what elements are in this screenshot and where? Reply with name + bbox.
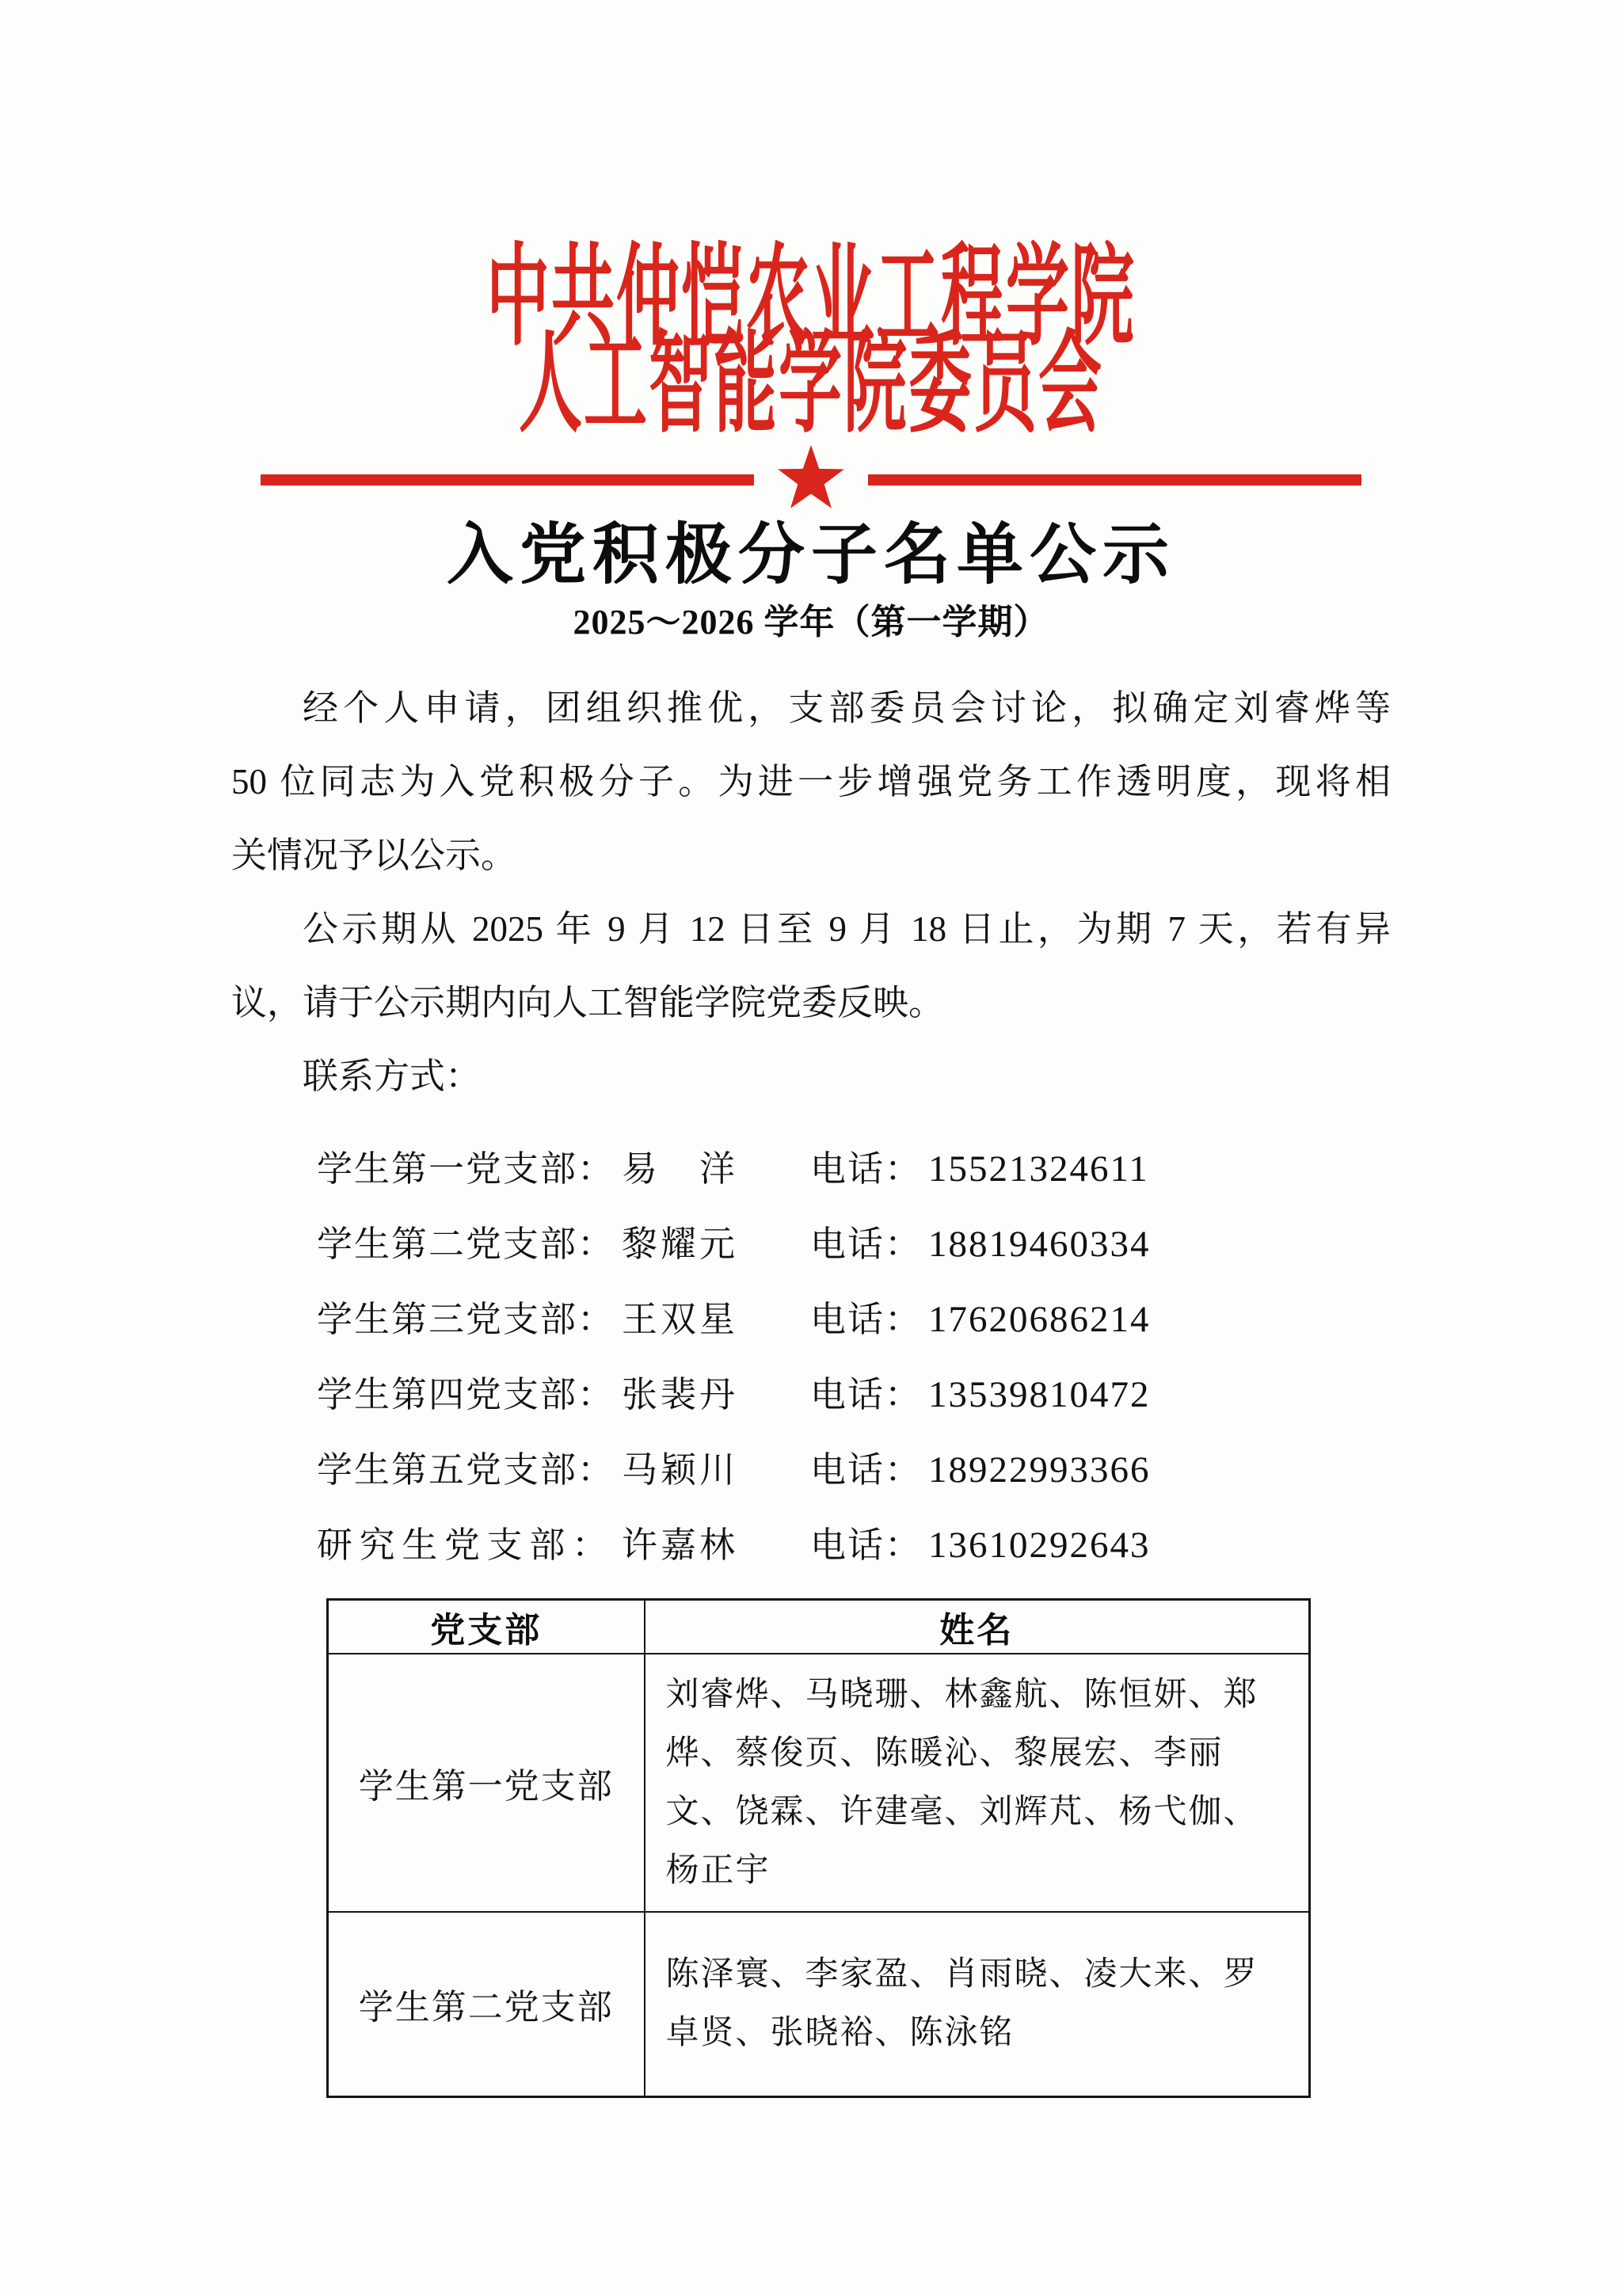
contact-person-name: 马颖川 [622, 1450, 739, 1490]
document-content [231, 238, 1391, 2098]
document-body [231, 672, 1391, 2098]
table-row [328, 1912, 1310, 2096]
table-row [328, 1654, 1310, 1912]
contact-branch-label: 研究生党支部： [317, 1525, 607, 1565]
phone-label: 电话： [810, 1525, 923, 1565]
divider-bar-left [261, 474, 754, 485]
name-list-table [326, 1598, 1311, 2098]
contact-branch-label: 学生第一党支部： [317, 1149, 615, 1189]
contact-row [231, 1224, 1391, 1264]
paragraph-line: 议，请于公示期内向人工智能学院党委反映。 [231, 983, 945, 1022]
org-name-line2: 人工智能学院委员会 [519, 325, 1103, 447]
phone-number: 18819460334 [928, 1224, 1151, 1265]
paragraph-intro [231, 672, 1391, 893]
paragraph-line: 50 位同志为入党积极分子。为进一步增强党务工作透明度，现将相 [231, 762, 1391, 802]
contact-row [231, 1375, 1391, 1415]
table-header-branch: 党支部 [328, 1600, 645, 1654]
phone-number: 15521324611 [928, 1148, 1149, 1190]
contact-row [231, 1525, 1391, 1565]
phone-number: 13539810472 [928, 1374, 1151, 1415]
contact-heading: 联系方式： [303, 1057, 482, 1096]
contact-person-name: 许嘉林 [622, 1525, 739, 1565]
branch-cell: 学生第一党支部 [328, 1654, 645, 1912]
phone-number: 17620686214 [928, 1299, 1151, 1340]
paragraph-period [231, 893, 1391, 1040]
document-subtitle: 2025～2026 学年（第一学期） [573, 603, 1049, 642]
divider-bar-right [868, 474, 1361, 485]
paragraph-line: 关情况予以公示。 [231, 836, 517, 875]
phone-label: 电话： [810, 1149, 923, 1189]
phone-label: 电话： [810, 1375, 923, 1415]
contact-row [231, 1300, 1391, 1339]
contact-branch-label: 学生第四党支部： [317, 1375, 615, 1415]
contact-person-name: 王双星 [622, 1300, 739, 1339]
phone-label: 电话： [810, 1224, 923, 1264]
phone-number: 18922993366 [928, 1449, 1151, 1491]
table-header-names: 姓名 [645, 1600, 1310, 1654]
document-title: 入党积极分子名单公示 [446, 517, 1175, 592]
phone-label: 电话： [810, 1300, 923, 1339]
contact-branch-label: 学生第五党支部： [317, 1450, 615, 1490]
phone-number: 13610292643 [928, 1525, 1151, 1566]
contact-person-name: 黎耀元 [622, 1224, 739, 1264]
contact-branch-label: 学生第二党支部： [317, 1224, 615, 1264]
phone-label: 电话： [810, 1450, 923, 1490]
org-name-line1: 中共仲恺农业工程学院 [486, 238, 1136, 360]
table-header-row [328, 1600, 1310, 1654]
paragraph-line: 经个人申请，团组织推优，支部委员会讨论，拟确定刘睿烨等 [303, 688, 1391, 728]
contact-person-name: 张裴丹 [622, 1375, 739, 1415]
names-cell: 陈泽寰、李家盈、肖雨晓、凌大来、罗卓贤、张晓裕、陈泳铭 [645, 1912, 1310, 2096]
contact-branch-label: 学生第三党支部： [317, 1300, 615, 1339]
contact-person-name: 易 洋 [622, 1149, 739, 1189]
paragraph-line: 公示期从 2025 年 9 月 12 日至 9 月 18 日止，为期 7 天，若有异 [303, 909, 1391, 949]
contact-row [231, 1450, 1391, 1490]
contact-row [231, 1149, 1391, 1189]
branch-cell: 学生第二党支部 [328, 1912, 645, 2096]
names-cell: 刘睿烨、马晓珊、林鑫航、陈恒妍、郑烨、蔡俊页、陈暖沁、黎展宏、李丽文、饶霖、许建毫、刘辉芃、杨弋伽、杨正宇 [645, 1654, 1310, 1912]
